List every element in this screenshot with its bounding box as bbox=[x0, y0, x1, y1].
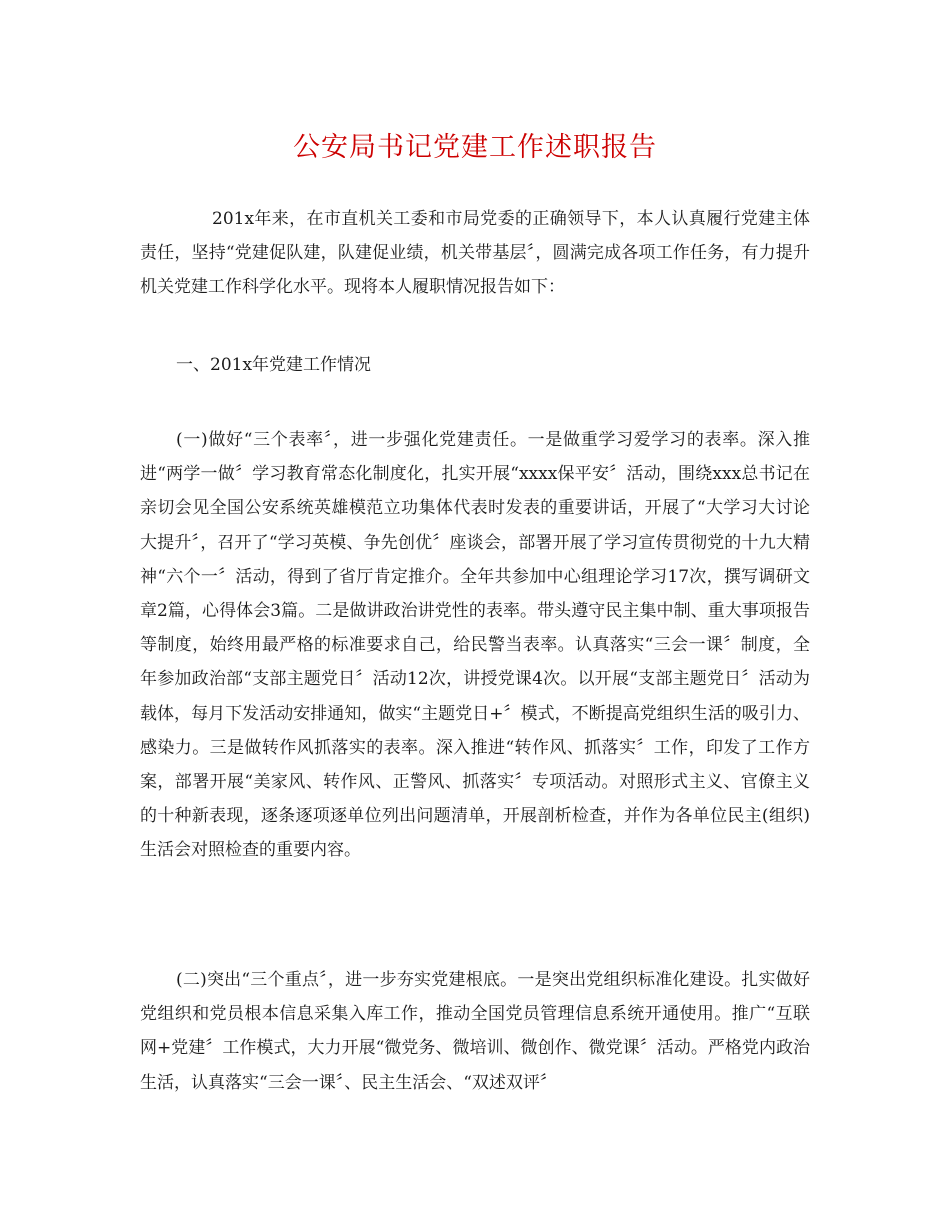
body-paragraph-part2: (二)突出“三个重点〞，进一步夯实党建根底。一是突出党组织标准化建设。扎实做好党组织和党员根本信息采集入库工作，推动全国党员管理信息系统开通使用。推广“互联网+党建〞工作模式，大力开展“微党务、微培训、微创作、微党课〞活动。严格党内政治生活，认真落实“三会一课〞、民主生活会、“双述双评〞 bbox=[140, 970, 810, 1093]
document-title: 公安局书记党建工作述职报告 bbox=[293, 132, 657, 163]
section-heading: 一、201x年党建工作情况 bbox=[176, 355, 372, 375]
intro-paragraph: 201x年来，在市直机关工委和市局党委的正确领导下，本人认真履行党建主体责任，坚持“党建促队建，队建促业绩，机关带基层〞，圆满完成各项工作任务，有力提升机关党建工作科学化水平。现将本人履职情况报告如下： bbox=[140, 209, 810, 298]
body-paragraph-part1: (一)做好“三个表率〞，进一步强化党建责任。一是做重学习爱学习的表率。深入推进“两学一做〞学习教育常态化制度化，扎实开展“xxxx保平安〞活动，围绕xxx总书记在亲切会见全国公安系统英雄模范立功集体代表时发表的重要讲话，开展了“大学习大讨论大提升〞，召开了“学习英模、争先创优〞座谈会，部署开展了学习宣传贯彻党的十九大精神“六个一〞活动，得到了省厅肯定推介。全年共参加中心组理论学习17次，撰写调研文章2篇，心得体会3篇。二是做讲政治讲党性的表率。带头遵守民主集中制、重大事项报告等制度，始终用最严格的标准要求自己，给民警当表率。认真落实“三会一课〞制度，全年参加政治部“支部主题党日〞活动12次，讲授党课4次。以开展“支部主题党日〞活动为载体，每月下发活动安排通知，做实“主题党日+〞模式，不断提高党组织生活的吸引力、感染力。三是做转作风抓落实的表率。深入推进“转作风、抓落实〞工作，印发了工作方案，部署开展“美家风、转作风、正警风、抓落实〞专项活动。对照形式主义、官僚主义的十种新表现，逐条逐项逐单位列出问题清单，开展剖析检查，并作为各单位民主(组织)生活会对照检查的重要内容。 bbox=[140, 430, 810, 861]
